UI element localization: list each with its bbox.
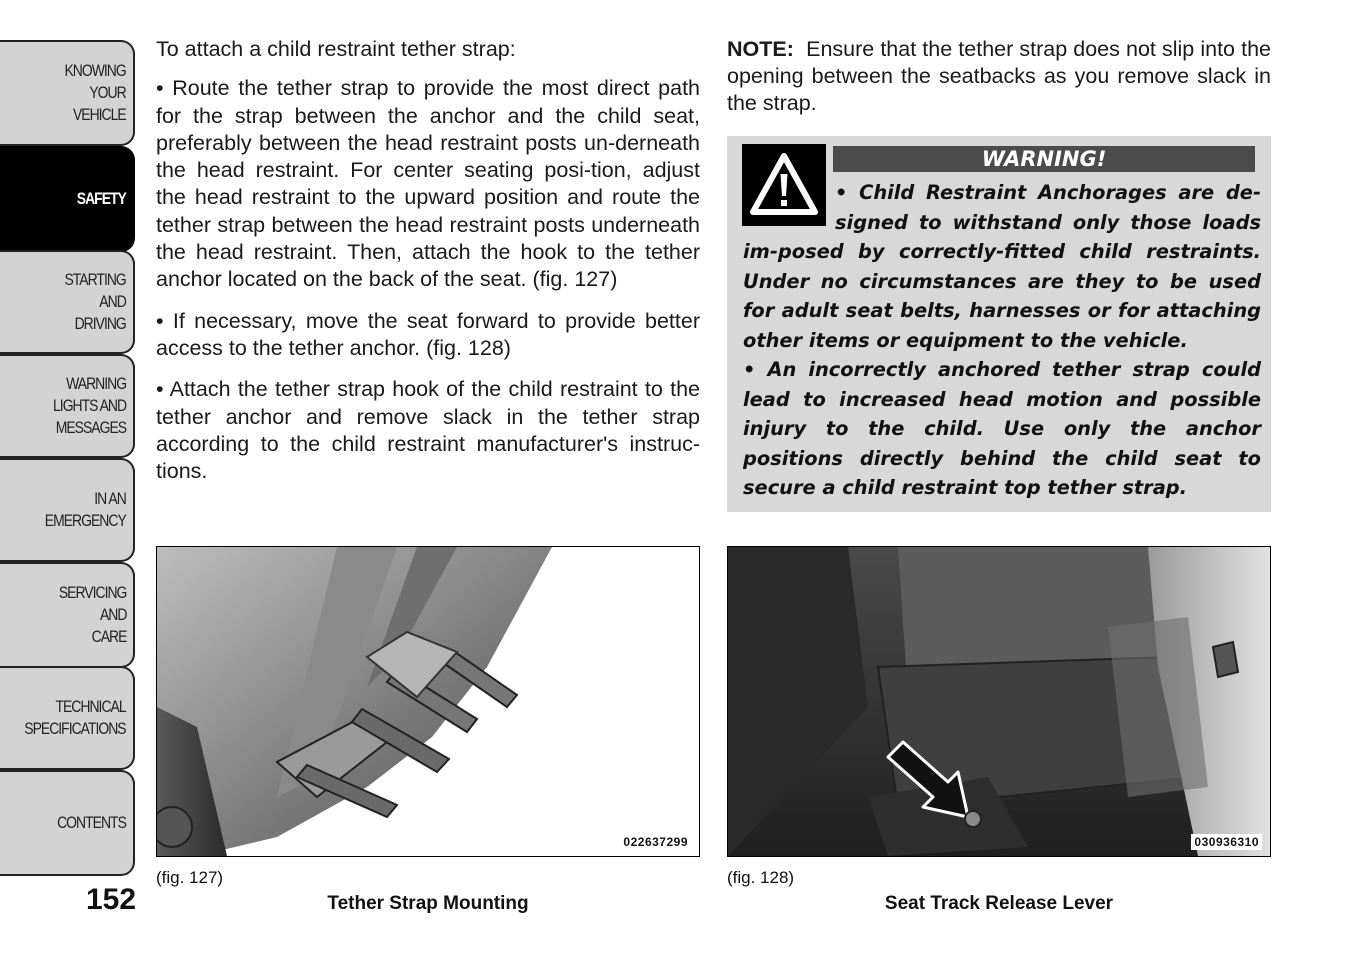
intro-text: To attach a child restraint tether strap: xyxy=(156,37,516,61)
tab-label: WARNING LIGHTS AND MESSAGES xyxy=(52,374,126,437)
page-number: 152 xyxy=(86,883,137,916)
warning-box xyxy=(727,136,1271,512)
figure-code: 030936310 xyxy=(1191,834,1262,850)
warning-item-incorrect-anchor: • An incorrectly anchored tether strap could lead to increased head motion and possible injury to the child. Use only the anchor positions directly behind the child seat to secure a child restraint top tether strap. xyxy=(743,358,1261,499)
tab-knowing-your-vehicle[interactable] xyxy=(0,40,135,146)
tab-label: IN AN EMERGENCY xyxy=(44,489,126,530)
tab-warning-lights-and-messages[interactable] xyxy=(0,354,135,458)
bullet-attach-hook: • Attach the tether strap hook of the child restraint to the tether anchor and remove slack in the tether strap according to the child restraint manufacturer's instruc-tions. xyxy=(156,377,700,484)
figure-label: (fig. 127) xyxy=(156,868,224,887)
figure-code: 022637299 xyxy=(620,834,691,850)
tab-label: SERVICING AND CARE xyxy=(58,583,126,646)
note-text: Ensure that the tether strap does not slip into the opening between the seatbacks as you remove slack in the strap. xyxy=(727,37,1272,115)
tab-contents[interactable] xyxy=(0,770,135,876)
note-label: NOTE: xyxy=(727,37,794,61)
bullet-move-seat: • If necessary, move the seat forward to provide better access to the tether anchor. (fig. 128) xyxy=(156,308,700,360)
tab-servicing-and-care[interactable] xyxy=(0,562,135,668)
tab-label: CONTENTS xyxy=(57,813,126,832)
instructions-column xyxy=(156,36,700,499)
tab-starting-and-driving[interactable] xyxy=(0,250,135,354)
rear-seat-illustration xyxy=(728,547,1270,856)
tab-safety[interactable] xyxy=(0,146,135,252)
tab-in-an-emergency[interactable] xyxy=(0,458,135,562)
tab-label: KNOWING YOUR VEHICLE xyxy=(64,61,126,124)
tab-label: TECHNICAL SPECIFICATIONS xyxy=(24,697,126,738)
warning-body xyxy=(743,178,1261,503)
figure-label: (fig. 128) xyxy=(727,868,795,887)
figure-seat-track-release-lever xyxy=(727,546,1271,857)
warning-item-anchorages: • Child Restraint Anchorages are de-signed to withstand only those loads im-posed by correctly-fitted child restraints. Under no circumstances are they to be used for adult seat belts, harnesses or for attaching other items or equipment to the vehicle. xyxy=(743,181,1261,352)
tab-label: SAFETY xyxy=(76,189,126,208)
bullet-route-strap: • Route the tether strap to provide the most direct path for the strap between the anchor and the child seat, preferably between the head restraint posts un-derneath the head restraint. For center seating posi-tion, adjust the head restraint to the upward position and route the tether strap between the head restraint posts underneath the head restraint. Then, attach the hook to the tether anchor located on the back of the seat. (fig. 127) xyxy=(156,76,700,292)
tab-technical-specifications[interactable] xyxy=(0,666,135,770)
note-paragraph xyxy=(727,36,1271,117)
tab-label: STARTING AND DRIVING xyxy=(64,270,126,333)
figure-caption: Tether Strap Mounting xyxy=(327,893,529,914)
figure-tether-strap-mounting xyxy=(156,546,700,857)
seat-back-illustration xyxy=(157,547,699,856)
figure-caption: Seat Track Release Lever xyxy=(884,893,1114,914)
warning-title: WARNING! xyxy=(833,146,1255,172)
